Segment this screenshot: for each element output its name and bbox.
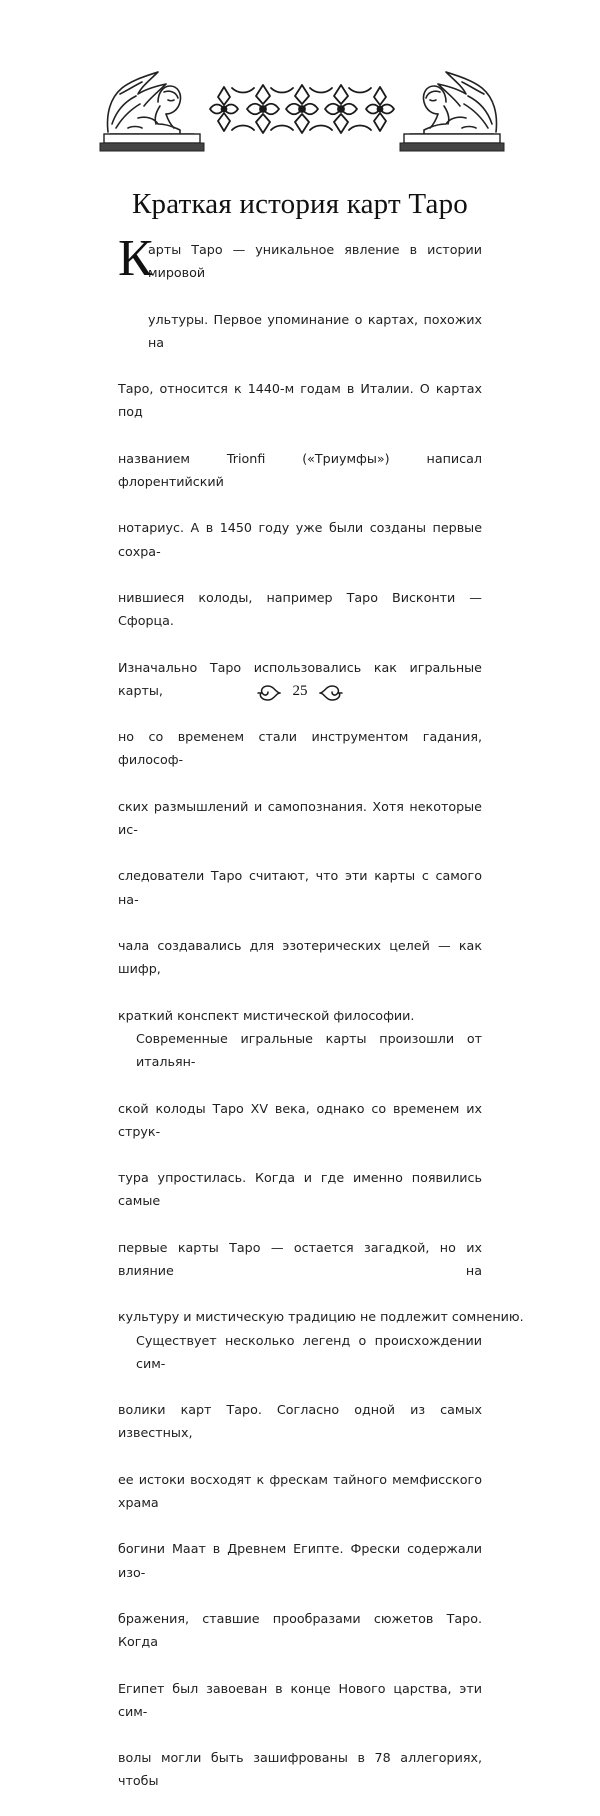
paragraph-2 [118, 1027, 524, 1329]
text-line: краткий конспект мистической философии. [118, 1007, 415, 1023]
page-footer [256, 680, 344, 708]
text-line: богини Маат в Древнем Египте. Фрески содержали изо- [118, 1541, 482, 1580]
winged-sphinx-icon [98, 62, 206, 154]
scroll-ornament-icon [318, 682, 344, 704]
text-line: Современные игральные карты произошли от итальян- [136, 1030, 482, 1070]
text-line: арты Таро — уникальное явление в истории мировой [148, 242, 482, 281]
fleur-frieze-icon [208, 80, 396, 138]
text-line: культуру и мистическую традицию не подлежит сомнению. [118, 1309, 524, 1325]
text-line: ской колоды Таро XV века, однако со временем их струк- [118, 1100, 482, 1139]
text-line: названием Trionfi («Триумфы») написал флорентийский [118, 450, 482, 490]
text-line: Существует несколько легенд о происхождении сим- [136, 1332, 482, 1371]
text-line: следователи Таро считают, что эти карты с самого на- [118, 868, 482, 907]
text-line: ультуры. Первое упоминание о картах, похожих на [148, 311, 482, 350]
text-line: тура упростилась. Когда и где именно появились самые [118, 1170, 482, 1209]
body-text [118, 230, 524, 1816]
text-line: нотариус. А в 1450 году уже были созданы первые сохра- [118, 520, 482, 559]
winged-sphinx-icon [398, 62, 506, 154]
text-line: но со временем стали инструментом гадания, философ- [118, 729, 482, 768]
text-line: бражения, ставшие прообразами сюжетов Таро. Когда [118, 1610, 482, 1650]
text-line: нившиеся колоды, например Таро Висконти — Сфорца. [118, 590, 482, 629]
text-line: ских размышлений и самопознания. Хотя некоторые ис- [118, 798, 482, 838]
paragraph-1 [118, 230, 482, 1027]
header-ornament [98, 62, 506, 154]
text-line: волы могли быть зашифрованы в 78 аллегориях, чтобы [118, 1750, 482, 1789]
dropcap-letter: К [118, 230, 153, 287]
text-line: первые карты Таро — остается загадкой, но их влияние на [118, 1239, 482, 1278]
page-number: 25 [292, 683, 308, 699]
text-line: ее истоки восходят к фрескам тайного мемфисского храма [118, 1471, 482, 1510]
chapter-title: Краткая история карт Таро [132, 188, 468, 220]
text-line: Изначально Таро использовались как игральные карты, [118, 659, 482, 698]
text-line: Египет был завоеван в конце Нового царства, эти сим- [118, 1680, 482, 1719]
text-line: чала создавались для эзотерических целей — как шифр, [118, 938, 482, 977]
text-line: волики карт Таро. Согласно одной из самых известных, [118, 1402, 482, 1441]
text-line: Таро, относится к 1440-м годам в Италии. О картах под [118, 381, 482, 420]
paragraph-3 [118, 1329, 482, 1816]
